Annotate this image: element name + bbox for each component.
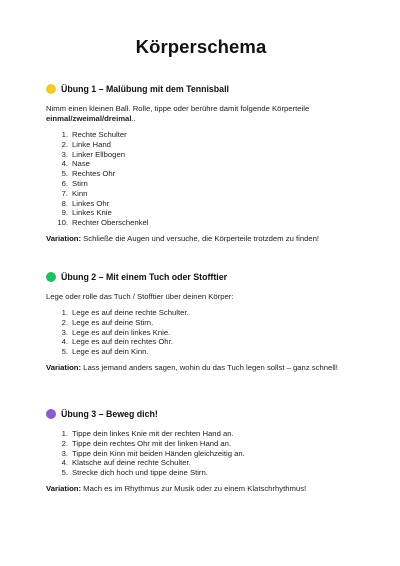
list-item-number: 2. (61, 438, 68, 448)
list-item-number: 5. (61, 347, 68, 357)
list-item-text: Lege es auf dein rechtes Ohr. (72, 337, 173, 347)
list-item (46, 468, 356, 478)
exercise-1-header (46, 84, 356, 94)
variation-text: Lass jemand anders sagen, wohin du das Tuch legen sollst – ganz schnell! (83, 362, 338, 372)
exercise-3-list (46, 429, 356, 478)
list-item-text: Nase (72, 159, 90, 169)
list-item-text: Linkes Ohr (72, 198, 110, 208)
list-item (46, 439, 356, 449)
list-item-number: 5. (61, 169, 68, 179)
list-item-number: 9. (61, 208, 68, 218)
variation-text: Schließe die Augen und versuche, die Körperteile trotzdem zu finden! (83, 233, 320, 243)
list-item-number: 10. (57, 218, 68, 228)
list-item-number: 1. (61, 307, 68, 317)
list-item-number: 4. (61, 458, 68, 468)
list-item-number: 1. (61, 130, 68, 139)
exercise-1-variation (46, 234, 356, 244)
list-item (46, 458, 356, 468)
variation-label: Variation: (46, 233, 82, 243)
list-item (46, 140, 356, 150)
list-item (46, 308, 356, 318)
list-item (46, 328, 356, 338)
list-item-text: Klatsche auf deine rechte Schulter. (72, 458, 191, 468)
variation-label: Variation: (46, 362, 82, 372)
list-item (46, 169, 356, 179)
list-item (46, 218, 356, 228)
variation-text: Mach es im Rhythmus zur Musik oder zu einem Klatschrhythmus! (83, 483, 307, 493)
exercise-2-intro: Lege oder rolle das Tuch / Stofftier über deinen Körper: (46, 291, 234, 301)
list-item-number: 2. (61, 317, 68, 327)
exercise-2-variation (46, 363, 356, 373)
list-item-text: Tippe dein Kinn mit beiden Händen gleichzeitig an. (72, 448, 245, 458)
yellow-circle-icon (46, 84, 56, 94)
exercise-1-intro-bold: einmal/zweimal/dreimal (46, 114, 132, 123)
exercise-3-variation (46, 484, 356, 494)
list-item (46, 318, 356, 328)
list-item (46, 347, 356, 357)
list-item-number: 7. (61, 188, 68, 198)
list-item-text: Lege es auf dein linkes Knie. (72, 327, 171, 337)
list-item-text: Linke Hand (72, 139, 111, 149)
exercise-1-list (46, 130, 356, 228)
list-item (46, 159, 356, 169)
list-item-number: 3. (61, 149, 68, 159)
list-item-text: Linker Ellbogen (72, 149, 125, 159)
list-item (46, 337, 356, 347)
list-item-text: Tippe dein rechtes Ohr mit der linken Hand an. (72, 438, 232, 448)
exercise-1 (46, 84, 356, 244)
exercise-3-header (46, 409, 356, 419)
variation-label: Variation: (46, 483, 82, 493)
list-item-text: Strecke dich hoch und tippe deine Stirn. (72, 468, 208, 478)
list-item-number: 5. (61, 468, 68, 478)
list-item (46, 179, 356, 189)
list-item-number: 6. (61, 178, 68, 188)
list-item-text: Lege es auf deine rechte Schulter. (72, 307, 189, 317)
list-item-number: 4. (61, 159, 68, 169)
list-item-text: Kinn (72, 188, 88, 198)
exercise-1-title: Übung 1 – Malübung mit dem Tennisball (61, 84, 229, 94)
purple-circle-icon (46, 409, 56, 419)
list-item (46, 429, 356, 439)
page-title: Körperschema (135, 36, 267, 57)
exercise-2 (46, 272, 356, 373)
exercise-3-title: Übung 3 – Beweg dich! (61, 408, 158, 419)
list-item (46, 189, 356, 199)
list-item-text: Lege es auf deine Stirn. (72, 317, 154, 327)
exercise-2-header (46, 272, 356, 282)
green-circle-icon (46, 272, 56, 282)
list-item-number: 8. (61, 198, 68, 208)
exercise-3 (46, 409, 356, 494)
list-item-text: Stirn (72, 178, 88, 188)
list-item-number: 3. (61, 327, 68, 337)
list-item-number: 2. (61, 139, 68, 149)
list-item-text: Lege es auf dein Kinn. (72, 347, 149, 357)
list-item (46, 199, 356, 209)
list-item (46, 130, 356, 140)
list-item-text: Rechtes Ohr (72, 169, 116, 179)
list-item-text: Rechte Schulter (72, 130, 127, 139)
list-item-text: Rechter Oberschenkel (72, 218, 149, 228)
list-item-number: 3. (61, 448, 68, 458)
list-item-text: Linkes Knie (72, 208, 112, 218)
list-item-number: 1. (61, 428, 68, 438)
list-item (46, 150, 356, 160)
list-item-text: Tippe dein linkes Knie mit der rechten Hand an. (72, 428, 234, 438)
list-item-number: 4. (61, 337, 68, 347)
list-item (46, 449, 356, 459)
list-item (46, 208, 356, 218)
exercise-2-title: Übung 2 – Mit einem Tuch oder Stofftier (61, 271, 228, 282)
exercise-2-list (46, 308, 356, 357)
exercise-1-intro: Nimm einen kleinen Ball. Rolle, tippe oder berühre damit folgende Körperteile einmal/zweimal/dreimal.. (46, 104, 310, 123)
